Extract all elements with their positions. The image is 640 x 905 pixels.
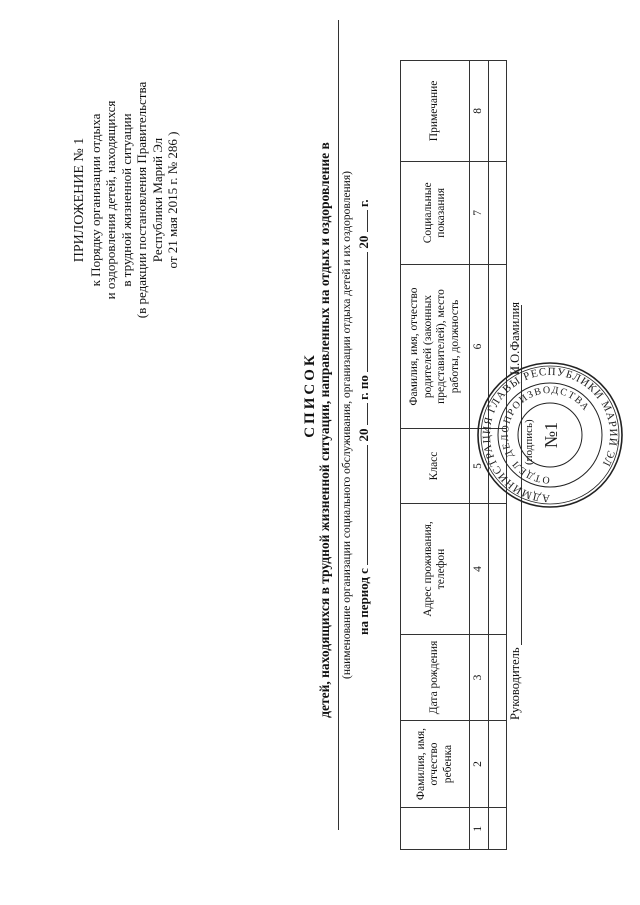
number-cell: 8 xyxy=(470,61,489,162)
header-cell: Социальные показания xyxy=(401,161,470,264)
table-header-row xyxy=(401,61,470,850)
table-cell xyxy=(488,635,506,720)
organization-caption: (наименование организации социального обслуживания, организации отдыха детей и их оздоровления) xyxy=(341,171,353,679)
appendix-line: к Порядку организации отдыха xyxy=(87,113,103,287)
official-seal-stamp xyxy=(475,360,625,510)
table-cell xyxy=(488,808,506,850)
appendix-line: (в редакции постановления Правительства xyxy=(134,81,149,319)
appendix-line: в трудной жизненной ситуации xyxy=(118,113,134,287)
signature-name: И.О.Фамилия xyxy=(508,301,522,375)
document-subtitle: детей, находящихся в трудной жизненной ситуации, направленных на отдых и оздоровление в xyxy=(317,142,332,718)
period-line xyxy=(355,155,372,635)
seal-center-number: №1 xyxy=(541,421,561,449)
appendix-line: от 21 мая 2015 г. № 286 ) xyxy=(165,131,180,269)
number-cell: 3 xyxy=(470,635,489,720)
number-cell: 1 xyxy=(470,808,489,850)
period-year-2: 20 xyxy=(356,235,371,249)
table-cell xyxy=(488,720,506,808)
signature-caption: (подпись) xyxy=(523,419,535,465)
seal-inner-text: ОТДЕЛ ДЕЛОПРОИЗВОДСТВА xyxy=(499,384,592,486)
table-cell xyxy=(488,503,506,635)
number-cell: 2 xyxy=(470,720,489,808)
appendix-line: Республики Марий Эл xyxy=(149,137,165,263)
header-cell: Фамилия, имя, отчество родителей (законных представителей), место работы, должность xyxy=(401,264,470,428)
header-cell: Примечание xyxy=(401,61,470,162)
appendix-line: и оздоровления детей, находящихся xyxy=(103,100,118,300)
period-suffix: г. xyxy=(356,199,371,208)
period-start-blank xyxy=(355,445,368,565)
header-cell xyxy=(401,808,470,850)
organization-line xyxy=(338,20,339,830)
header-cell: Класс xyxy=(401,429,470,504)
number-cell: 6 xyxy=(470,264,489,428)
number-cell: 4 xyxy=(470,503,489,635)
table-cell xyxy=(488,61,506,162)
appendix-block xyxy=(72,75,181,325)
period-year-2-blank xyxy=(355,210,368,232)
period-mid: г. по xyxy=(356,375,371,401)
number-cell: 5 xyxy=(470,429,489,504)
header-cell: Фамилия, имя, отчество ребенка xyxy=(401,720,470,808)
period-year-1-blank xyxy=(355,403,368,425)
header-cell: Адрес проживания, телефон xyxy=(401,503,470,635)
period-end-blank xyxy=(355,252,368,372)
seal-outer-text: АДМИНИСТРАЦИЯ ГЛАВЫ РЕСПУБЛИКИ МАРИЙ ЭЛ xyxy=(480,365,620,505)
header-cell: Дата рождения xyxy=(401,635,470,720)
period-year-1: 20 xyxy=(356,428,371,442)
period-prefix: на период с xyxy=(356,568,371,635)
signature-label: Руководитель xyxy=(508,647,522,720)
document-title: СПИСОК xyxy=(302,352,318,438)
number-cell: 7 xyxy=(470,161,489,264)
table-cell xyxy=(488,161,506,264)
appendix-title: ПРИЛОЖЕНИЕ № 1 xyxy=(72,137,87,263)
